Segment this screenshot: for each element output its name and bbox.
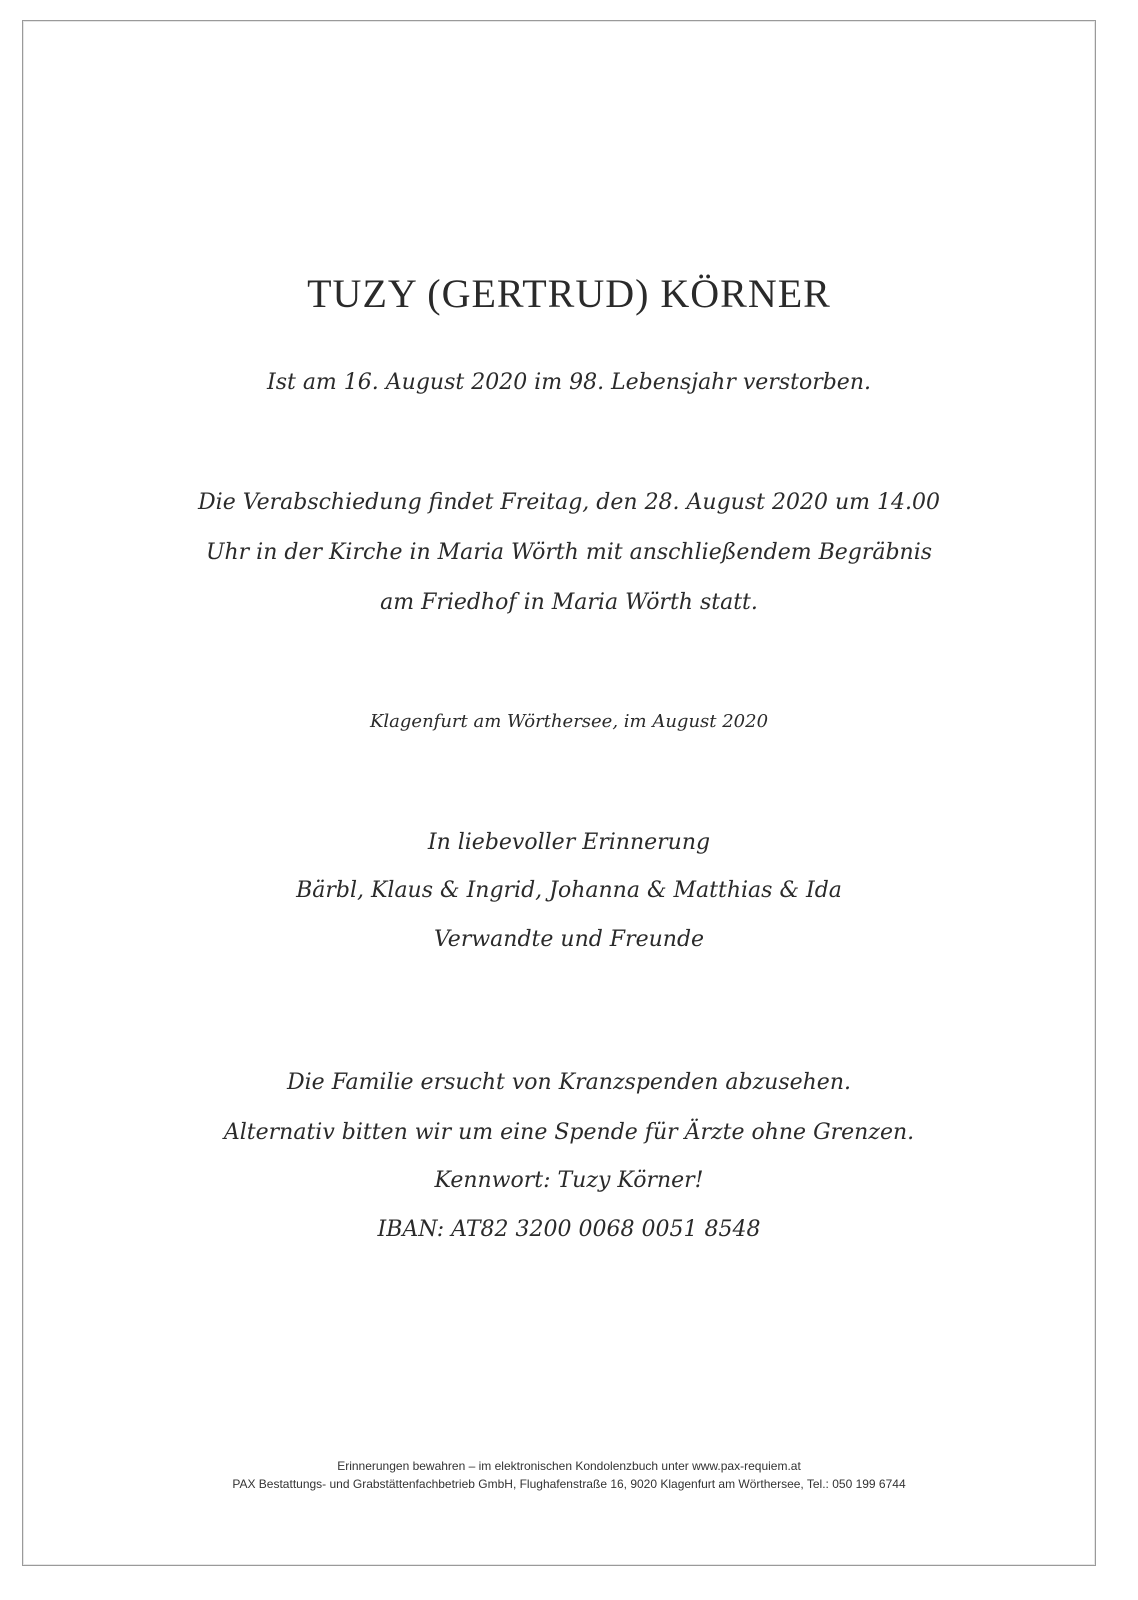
family-names: Bärbl, Klaus & Ingrid, Johanna & Matthias & Ida — [296, 878, 842, 903]
page-frame — [22, 20, 1096, 1566]
donation-line-1: Die Familie ersucht von Kranzspenden abzusehen. — [287, 1070, 851, 1095]
farewell-line-1: Die Verabschiedung findet Freitag, den 28. August 2020 um 14.00 — [198, 490, 940, 515]
deceased-name: TUZY (GERTRUD) KÖRNER — [307, 271, 831, 316]
place-date: Klagenfurt am Wörthersee, im August 2020 — [369, 711, 769, 732]
farewell-line-3: am Friedhof in Maria Wörth statt. — [380, 590, 758, 615]
remembrance-heading: In liebevoller Erinnerung — [427, 830, 711, 855]
donation-line-2: Alternativ bitten wir um eine Spende für Ärzte ohne Grenzen. — [223, 1120, 915, 1145]
footer-company-line: PAX Bestattungs- und Grabstättenfachbetrieb GmbH, Flughafenstraße 16, 9020 Klagenfurt am Wörthersee, Tel.: 050 199 6744 — [232, 1477, 906, 1491]
footer-condolence-line: Erinnerungen bewahren – im elektronischen Kondolenzbuch unter www.pax-requiem.at — [337, 1459, 801, 1473]
relatives-friends: Verwandte und Freunde — [433, 927, 705, 952]
farewell-line-2: Uhr in der Kirche in Maria Wörth mit anschließendem Begräbnis — [205, 540, 933, 565]
donation-iban: IBAN: AT82 3200 0068 0051 8548 — [377, 1217, 761, 1242]
donation-keyword: Kennwort: Tuzy Körner! — [434, 1168, 704, 1193]
death-announcement: Ist am 16. August 2020 im 98. Lebensjahr verstorben. — [267, 370, 871, 395]
